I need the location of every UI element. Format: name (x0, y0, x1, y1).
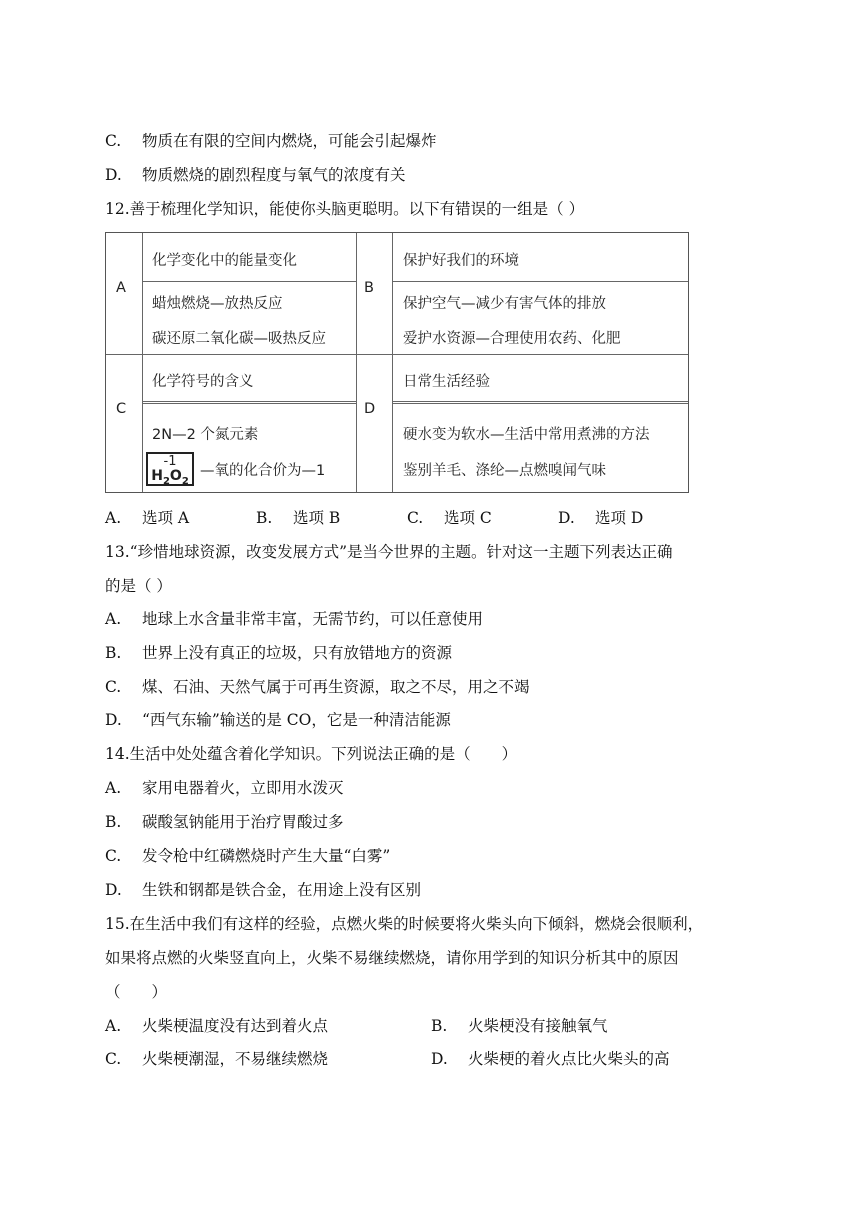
q15-stem-cont: 如果将点燃的火柴竖直向上，火柴不易继续燃烧，请你用学到的知识分析其中的原因 (105, 949, 679, 967)
q13-option-d[interactable]: D. “西气东输”输送的是 CO，它是一种清洁能源 (105, 711, 451, 729)
cell-b-line2: 爱护水资源—合理使用农药、化肥 (403, 331, 621, 347)
q13-stem: 13.“珍惜地球资源，改变发展方式”是当今世界的主题。针对这一主题下列表达正确 (105, 543, 673, 561)
table-divider (392, 281, 688, 282)
cell-d-line1: 硬水变为软水—生活中常用煮沸的方法 (403, 427, 650, 443)
option-text: 物质在有限的空间内燃烧，可能会引起爆炸 (142, 132, 437, 150)
table-divider (142, 233, 143, 492)
q11-option-d (105, 164, 406, 186)
q12-option-a[interactable]: A. 选项 A (105, 509, 190, 527)
q12-stem: 12.善于梳理化学知识，能使你头脑更聪明。以下有错误的一组是（ ） (105, 200, 585, 218)
q13-option-a[interactable]: A. 地球上水含量非常丰富，无需节约，可以任意使用 (105, 610, 484, 628)
q13-stem-cont: 的是（ ） (105, 577, 172, 595)
q15-option-c[interactable]: C. 火柴梗潮湿，不易继续燃烧 (105, 1050, 329, 1068)
valence-superscript: -1 (163, 454, 177, 469)
cell-c-line1: 2N—2 个氮元素 (152, 427, 259, 443)
cell-key-d: D (364, 401, 376, 417)
option-text: 物质燃烧的剧烈程度与氧气的浓度有关 (142, 166, 406, 184)
table-divider (142, 401, 356, 404)
q14-option-a[interactable]: A. 家用电器着火，立即用水泼灭 (105, 779, 344, 797)
cell-d-line2: 鉴别羊毛、涤纶—点燃嗅闻气味 (403, 463, 606, 479)
cell-c-title: 化学符号的含义 (152, 374, 254, 390)
q11-option-c (105, 130, 437, 152)
q15-options-row1 (105, 1015, 725, 1037)
q12-table (105, 232, 689, 493)
chem-formula-box (146, 452, 194, 486)
q15-option-a[interactable]: A. 火柴梗温度没有达到着火点 (105, 1017, 329, 1035)
table-divider (392, 233, 393, 492)
q12-option-d[interactable]: D. 选项 D (558, 509, 644, 527)
q12-option-b[interactable]: B. 选项 B (256, 509, 341, 527)
q14-option-b[interactable]: B. 碳酸氢钠能用于治疗胃酸过多 (105, 813, 344, 831)
q15-stem-paren: （ ） (105, 983, 168, 1001)
q13-option-b[interactable]: B. 世界上没有真正的垃圾，只有放错地方的资源 (105, 644, 453, 662)
q15-options-row2 (105, 1048, 725, 1070)
option-label: D. (105, 166, 122, 184)
q15-option-b[interactable]: B. 火柴梗没有接触氧气 (431, 1017, 608, 1035)
cell-b-title: 保护好我们的环境 (403, 253, 519, 269)
cell-b-line1: 保护空气—减少有害气体的排放 (403, 296, 606, 312)
cell-key-a: A (116, 280, 126, 296)
cell-key-c: C (116, 401, 127, 417)
q12-option-c[interactable]: C. 选项 C (407, 509, 492, 527)
table-divider (356, 233, 357, 492)
cell-c-line2: —氧的化合价为—1 (200, 463, 326, 479)
q13-option-c[interactable]: C. 煤、石油、天然气属于可再生资源，取之不尽，用之不竭 (105, 678, 530, 696)
cell-a-line2: 碳还原二氧化碳—吸热反应 (152, 331, 326, 347)
option-label: C. (105, 132, 122, 150)
q15-option-d[interactable]: D. 火柴梗的着火点比火柴头的高 (431, 1050, 670, 1068)
q15-stem: 15.在生活中我们有这样的经验，点燃火柴的时候要将火柴头向下倾斜，燃烧会很顺利， (105, 915, 704, 933)
q14-option-d[interactable]: D. 生铁和钢都是铁合金，在用途上没有区别 (105, 881, 422, 899)
table-divider (106, 354, 688, 355)
cell-key-b: B (364, 280, 374, 296)
cell-a-line1: 蜡烛燃烧—放热反应 (152, 296, 283, 312)
table-divider (392, 401, 688, 404)
q12-options (105, 507, 725, 529)
table-divider (142, 281, 356, 282)
cell-d-title: 日常生活经验 (403, 374, 490, 390)
q14-option-c[interactable]: C. 发令枪中红磷燃烧时产生大量“白雾” (105, 847, 391, 865)
q14-stem: 14.生活中处处蕴含着化学知识。下列说法正确的是（ ） (105, 745, 518, 763)
chem-formula: $H_2O_2$ (151, 468, 189, 487)
cell-a-title: 化学变化中的能量变化 (152, 253, 297, 269)
